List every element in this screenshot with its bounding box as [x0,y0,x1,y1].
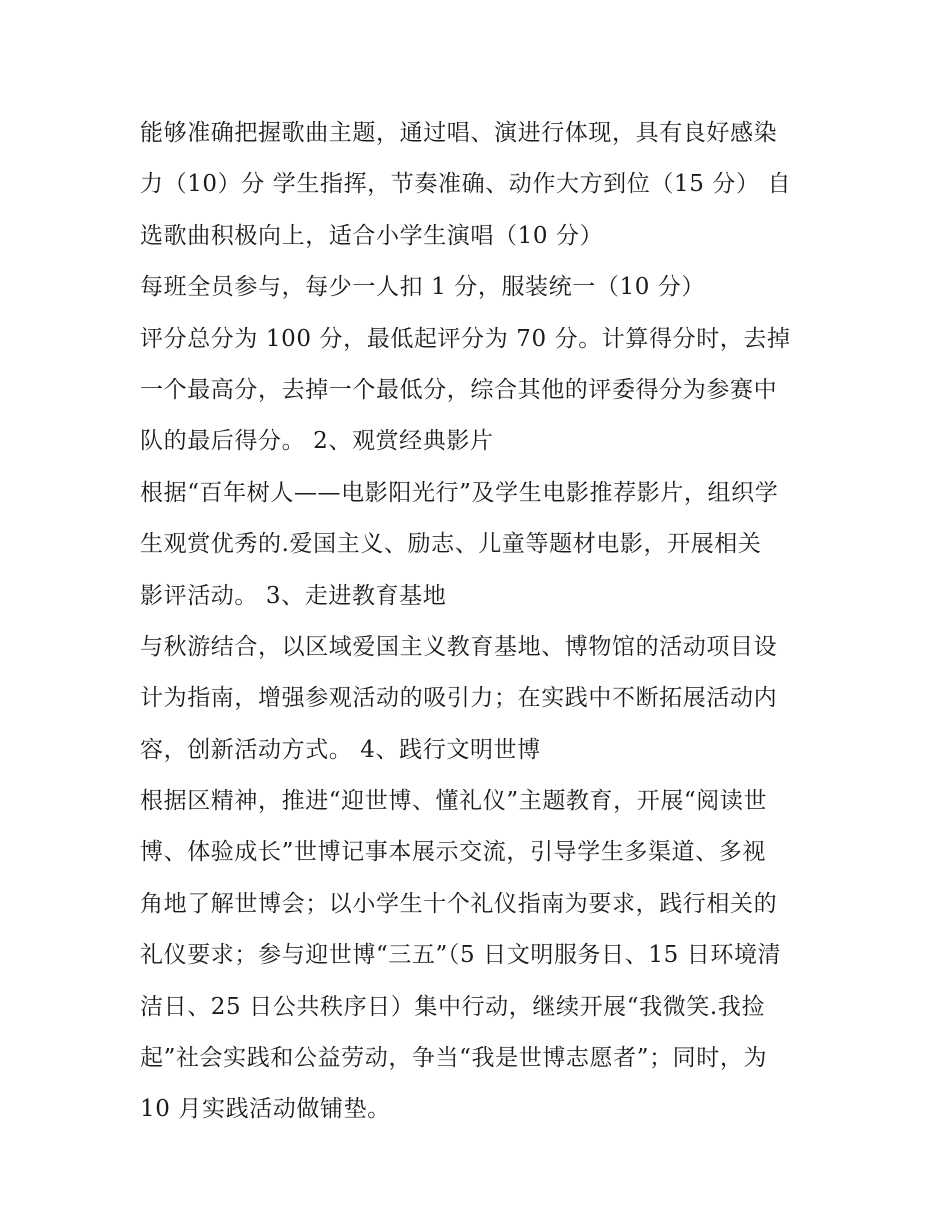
text-line: 每班全员参与，每少一人扣 1 分，服装统一（10 分） [140,274,706,301]
text-line: 起”社会实践和公益劳动，争当“我是世博志愿者”；同时，为 [140,1045,768,1072]
text-line: 与秋游结合，以区域爱国主义教育基地、博物馆的活动项目设 [140,633,778,660]
document-body [140,108,820,1136]
text-line: 容，创新活动方式。 4、践行文明世博 [140,736,541,763]
text-line: 根据“百年树人——电影阳光行”及学生电影推荐影片，组织学 [140,479,779,506]
text-line: 根据区精神，推进“迎世博、懂礼仪”主题教育，开展“阅读世 [140,788,768,815]
text-line: 评分总分为 100 分，最低起评分为 70 分。计算得分时，去掉 [140,325,791,352]
text-line: 影评活动。 3、走进教育基地 [140,582,447,609]
text-line: 计为指南，增强参观活动的吸引力；在实践中不断拓展活动内 [140,685,778,712]
text-line: 角地了解世博会；以小学生十个礼仪指南为要求，践行相关的 [140,890,778,917]
text-line: 队的最后得分。 2、观赏经典影片 [140,428,494,455]
text-line: 一个最高分，去掉一个最低分，综合其他的评委得分为参赛中 [140,376,778,403]
text-line: 力（10）分 学生指挥，节奏准确、动作大方到位（15 分） 自 [140,171,792,198]
text-line: 博、体验成长”世博记事本展示交流，引导学生多渠道、多视 [140,839,766,866]
text-line: 生观赏优秀的.爱国主义、励志、儿童等题材电影，开展相关 [140,531,762,558]
text-line: 洁日、25 日公共秩序日）集中行动，继续开展“我微笑.我捡 [140,993,766,1020]
text-line: 10 月实践活动做铺垫。 [140,1096,391,1123]
text-line: 选歌曲积极向上，适合小学生演唱（10 分） [140,222,604,249]
text-line: 能够准确把握歌曲主题，通过唱、演进行体现，具有良好感染 [140,120,778,146]
text-line: 礼仪要求；参与迎世博“三五”（5 日文明服务日、15 日环境清 [140,942,782,969]
